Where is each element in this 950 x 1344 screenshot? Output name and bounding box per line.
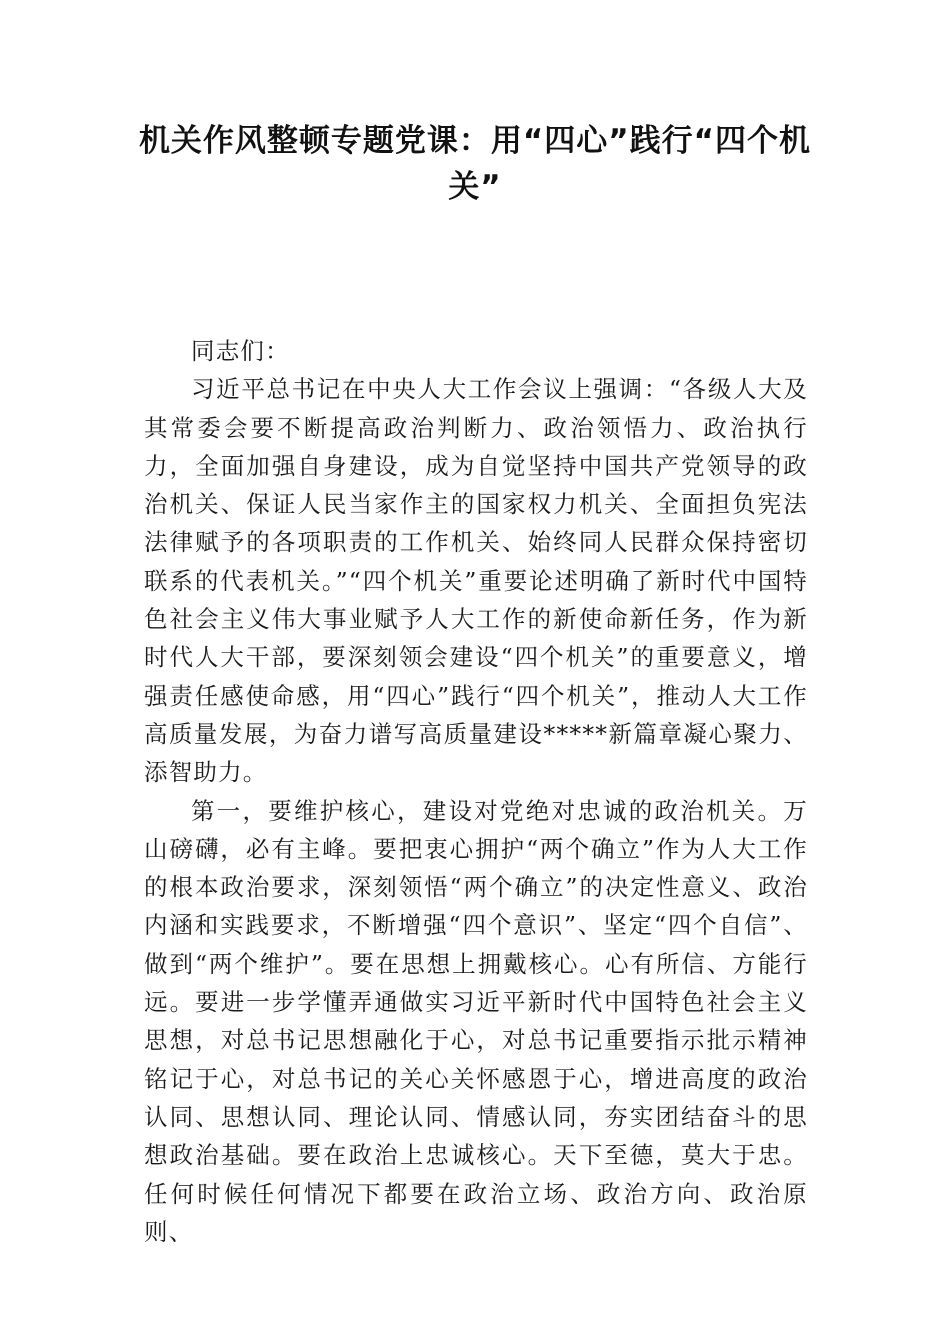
document-body bbox=[144, 332, 808, 1251]
salutation: 同志们： bbox=[191, 337, 290, 365]
document-title: 机关作风整顿专题党课：用“四心”践行“四个机关” bbox=[138, 123, 812, 205]
paragraph-first-point: 第一，要维护核心，建设对党绝对忠诚的政治机关。万山磅礴，必有主峰。要把衷心拥护“两个确立”作为人大工作的根本政治要求，深刻领悟“两个确立”的决定性意义、政治内涵和实践要求，不断增强“四个意识”、坚定“四个自信”、做到“两个维护”。要在思想上拥戴核心。心有所信、方能行远。要进一步学懂弄通做实习近平新时代中国特色社会主义思想，对总书记思想融化于心，对总书记重要指示批示精神铭记于心，对总书记的关心关怀感恩于心，增进高度的政治认同、思想认同、理论认同、情感认同，夯实团结奋斗的思想政治基础。要在政治上忠诚核心。天下至德，莫大于忠。任何时候任何情况下都要在政治立场、政治方向、政治原则、 bbox=[144, 796, 808, 1246]
paragraph-intro: 习近平总书记在中央人大工作会议上强调：“各级人大及其常委会要不断提高政治判断力、政治领悟力、政治执行力，全面加强自身建设，成为自觉坚持中国共产党领导的政治机关、保证人民当家作主的国家权力机关、全面担负宪法法律赋予的各项职责的工作机关、始终同人民群众保持密切联系的代表机关。”“四个机关”重要论述明确了新时代中国特色社会主义伟大事业赋予人大工作的新使命新任务，作为新时代人大干部，要深刻领会建设“四个机关”的重要意义，增强责任感使命感，用“四心”践行“四个机关”，推动人大工作高质量发展，为奋力谱写高质量建设*****新篇章凝心聚力、添智助力。 bbox=[144, 375, 808, 787]
